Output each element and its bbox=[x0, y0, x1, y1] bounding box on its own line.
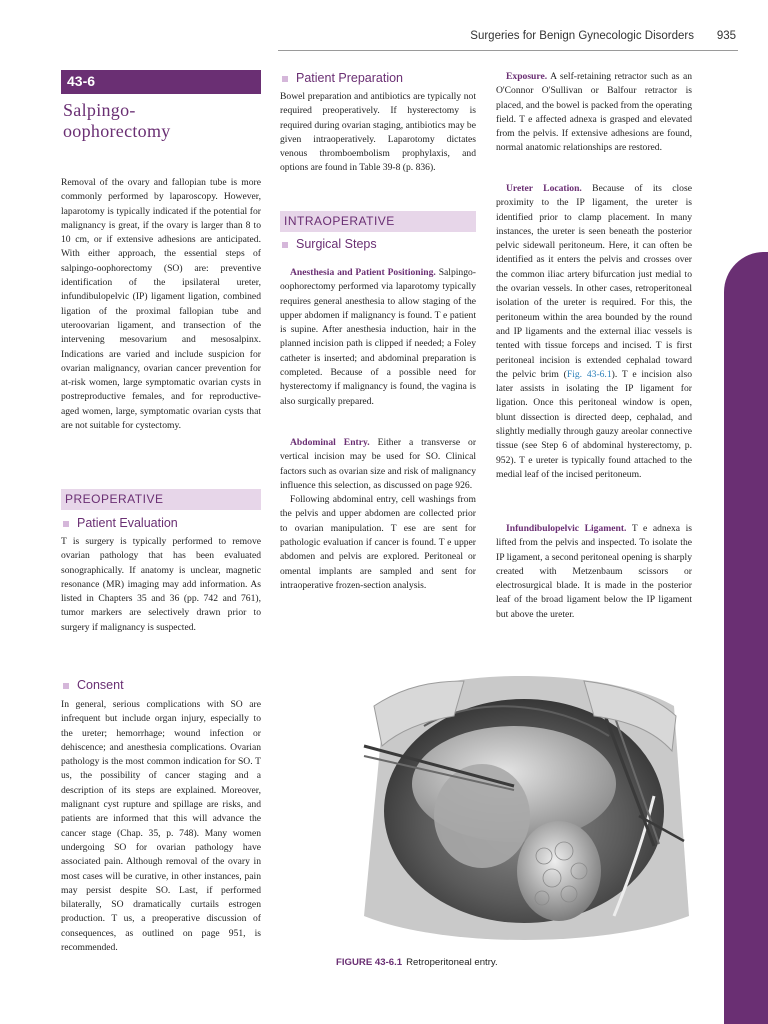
patient-preparation-heading: Patient Preparation bbox=[282, 70, 403, 86]
intraoperative-bar: INTRAOPERATIVE bbox=[280, 211, 476, 232]
patient-evaluation-heading: Patient Evaluation bbox=[63, 515, 178, 531]
figure-caption bbox=[336, 957, 498, 968]
procedure-title-line1: Salpingo- bbox=[63, 100, 136, 120]
surgical-illustration bbox=[354, 666, 694, 948]
bullet-square-icon bbox=[282, 76, 288, 82]
patient-evaluation-text: T is surgery is typically performed to remove ovarian pathology that has been evaluated sonographically. If anatomy is unclear, magnetic resonance (MR) imaging may add information. As listed in Chapters 35 and 36 (pp. 742 and 761), tumor markers are selectively drawn prior to surgery if malignancy is suspected. bbox=[61, 536, 261, 633]
bullet-square-icon bbox=[63, 521, 69, 527]
running-header bbox=[0, 30, 768, 46]
exposure-paragraph: Exposure. A self-retaining retractor such as an O'Connor O'Sullivan or Balfour retractor is placed, and the bowel is packed from the operating field. T e affected adnexa is grasped and elevated from the pelvis. If extensive adhesions are found, normal anatomic relationships are restored. bbox=[496, 71, 693, 154]
figure-reference-link[interactable]: Fig. 43-6.1 bbox=[566, 368, 612, 380]
abdominal-entry-paragraphs: Abdominal Entry. Either a transverse or vertical incision may be used for SO. Clinical factors such as ovarian size and risk of malignancy influence this selection, as discussed on page 926. Following abdominal entry, cell washings from the pelvis and upper abdomen are collected prior to ovarian manipulation. T ese are sent for pathologic evaluation if cancer is found. T e upper abdomen and pelvis are explored. Peritoneal or omental implants are sampled and sent for intraoperative frozen-section analysis. bbox=[280, 437, 477, 591]
ip-ligament-runin: Infundibulopelvic Ligament. bbox=[506, 523, 627, 534]
bullet-square-icon bbox=[63, 683, 69, 689]
procedure-title bbox=[61, 100, 261, 142]
header-rule bbox=[278, 50, 738, 51]
bullet-square-icon bbox=[282, 242, 288, 248]
running-title: Surgeries for Benign Gynecologic Disorders bbox=[470, 30, 694, 42]
consent-heading: Consent bbox=[63, 677, 124, 693]
ureter-location-runin: Ureter Location. bbox=[506, 183, 582, 194]
surgical-steps-heading: Surgical Steps bbox=[282, 236, 377, 252]
figure-caption-text: Retroperitoneal entry. bbox=[406, 957, 498, 968]
abdominal-entry-runin: Abdominal Entry. bbox=[290, 437, 370, 448]
patient-preparation-text: Bowel preparation and antibiotics are typically not required preoperatively. If hysterectomy is required during ovarian staging, antibiotics may be given intraoperatively. Laparotomy dictates venous thromboembolism prophylaxis, and options are found in Table 39-8 (p. 836). bbox=[280, 91, 476, 174]
procedure-title-line2: oophorectomy bbox=[63, 121, 171, 141]
anesthesia-paragraph: Anesthesia and Patient Positioning. Salpingo-oophorectomy performed via laparotomy typically requires general anesthesia to allow staging of the upper abdomen if malignancy is found. T e patient is supine. After anesthesia induction, hair in the planned incision path is clipped if needed; a Foley catheter is inserted; and abdominal preparation is completed. Because of a possible need for hysterectomy if malignancy is found, the vagina is also surgically prepared. bbox=[280, 267, 476, 407]
exposure-runin: Exposure. bbox=[506, 71, 548, 82]
preoperative-bar: PREOPERATIVE bbox=[61, 489, 261, 510]
anesthesia-runin: Anesthesia and Patient Positioning. bbox=[290, 267, 436, 278]
page-number: 935 bbox=[716, 30, 736, 42]
chapter-side-tab bbox=[724, 252, 768, 1024]
procedure-number: 43-6 bbox=[61, 70, 261, 94]
ureter-location-paragraph: Ureter Location. Because of its close proximity to the IP ligament, the ureter is identified prior to clamp placement. In many instances, the ureter is seen beneath the posterior pelvic sidewall peritoneum. Here, it can often be identified as it enters the pelvis and crosses over the common iliac artery bifurcation just medial to the ovarian vessels. In other cases, retroperitoneal isolation of the ureter is required. For this, the peritoneum within the area bounded by the round and IP ligaments and the external iliac vessels is tented with tissue forceps and incised. T is first peritoneal incision is extended cephalad toward the pelvic brim (Fig. 43-6.1). T e incision also later assists in isolating the IP ligament for ligation. Once this peritoneal window is open, blunt dissection is directed deep, cephalad, and slightly medially through gauzy areolar connective tissue (see Step 6 of abdominal hysterectomy, p. 952). T e ureter is typically found attached to the medial leaf of the incised peritoneum. bbox=[496, 183, 693, 480]
procedure-heading bbox=[61, 70, 261, 142]
figure-label: FIGURE 43-6.1 bbox=[336, 957, 403, 968]
consent-text: In general, serious complications with SO are infrequent but include organ injury, especially to the ureter; hemorrhage; wound infection or dehiscence; and anesthesia complications. Ovarian pathology is the most common indication for SO. T us, the possibility of cancer staging and a description of its steps are explained. Moreover, malignant cyst rupture and spillage are risks, and patients are informed that this will advance the cancer stage (Chap. 35, p. 748). Many women undergoing SO for ovarian pathology have associated pain. Although removal of the ovary in most cases will be curative, in other instances, pain may persist despite SO. Last, if performed bilaterally, SO dramatically curtails estrogen production. T us, a preoperative discussion of consequences, as outlined on page 951, is recommended. bbox=[61, 699, 261, 954]
ip-ligament-paragraph: Infundibulopelvic Ligament. T e adnexa is lifted from the pelvis and inspected. To isolate the IP ligament, a second peritoneal opening is sharply created with Metzenbaum scissors or electrosurgical blade. It is made in the posterior leaf of the broad ligament below the IP ligament but above the ureter. bbox=[496, 523, 692, 620]
intro-paragraph: Removal of the ovary and fallopian tube is more commonly performed by laparoscopy. However, laparotomy is typically indicated if the potential for malignancy is great, if the ovary is larger than 8 to 10 cm, or if extensive adhesions are anticipated. With either approach, the essential steps of salpingo-oophorectomy (SO) are: preventive identification of the ipsilateral ureter, infundibulopelvic (IP) ligament ligation, combined ligation of the proximal fallopian tube and uteroovarian ligament, and transection of the intervening mesovarium and mesosalpinx. Indications are varied and include suspicion for ovarian malignancy, ovarian cancer prevention for at-risk women, large symptomatic ovarian cysts in postreproductive females, and for reproductive-aged women, large, symptomatic ovarian cysts that are not suitable for cystectomy. bbox=[61, 177, 261, 432]
